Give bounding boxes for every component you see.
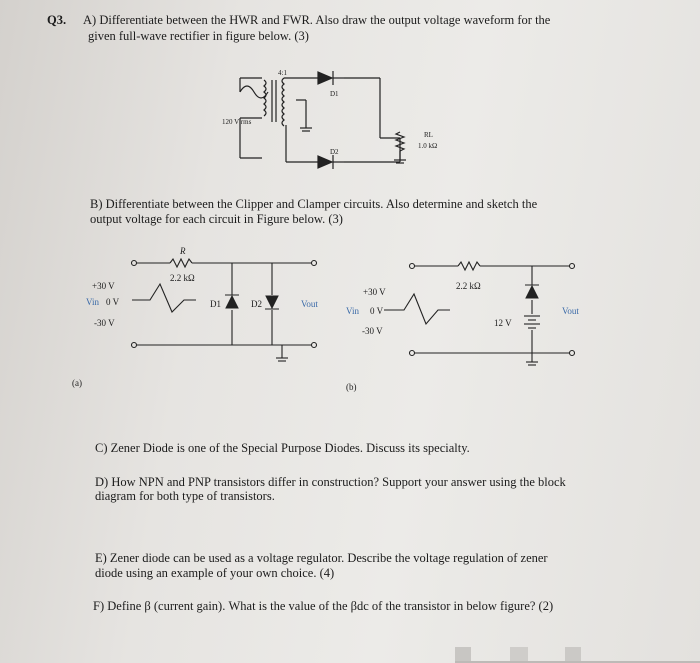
part-e-line2: diode using an example of your own choice. (4) bbox=[95, 566, 335, 580]
clipper-b-vin: Vin bbox=[346, 306, 359, 316]
part-b-line1: B) Differentiate between the Clipper and Clamper circuits. Also determine and sketch the bbox=[90, 197, 538, 211]
clipper-a-caption: (a) bbox=[72, 378, 82, 388]
clipper-a-vpos: +30 V bbox=[92, 281, 115, 291]
clipper-a-r-label: R bbox=[180, 246, 186, 256]
clipper-a-vneg: -30 V bbox=[94, 318, 115, 328]
part-d-line2: diagram for both type of transistors. bbox=[95, 489, 275, 503]
part-b-line2: output voltage for each circuit in Figure below. (3) bbox=[90, 212, 343, 226]
transformer-ratio: 4:1 bbox=[278, 69, 287, 77]
part-c: C) Zener Diode is one of the Special Purpose Diodes. Discuss its specialty. bbox=[95, 441, 470, 455]
question-number: Q3. bbox=[47, 13, 67, 27]
part-a-line1: A) Differentiate between the HWR and FWR. Also draw the output voltage waveform for the bbox=[83, 13, 551, 27]
source-voltage-label: 120 V rms bbox=[222, 118, 252, 126]
part-d-line1: D) How NPN and PNP transistors differ in construction? Support your answer using the block bbox=[95, 475, 566, 489]
part-f: F) Define β (current gain). What is the value of the βdc of the transistor in below figure? (2) bbox=[93, 599, 554, 613]
part-e-line1: E) Zener diode can be used as a voltage regulator. Describe the voltage regulation of zener bbox=[95, 551, 548, 565]
clipper-a-vout: Vout bbox=[301, 299, 318, 309]
clipper-a-d2: D2 bbox=[251, 299, 262, 309]
clipper-b-vpos: +30 V bbox=[363, 287, 386, 297]
d2-label: D2 bbox=[330, 148, 339, 156]
part-a-line2: given full-wave rectifier in figure below. (3) bbox=[88, 29, 309, 43]
clipper-a-r-value: 2.2 kΩ bbox=[170, 273, 195, 283]
clipper-a-vzero: 0 V bbox=[106, 297, 120, 307]
d1-label: D1 bbox=[330, 90, 339, 98]
clipper-b-vneg: -30 V bbox=[362, 326, 383, 336]
clipper-b-battery: 12 V bbox=[494, 318, 512, 328]
bottom-toolbar-fragment bbox=[455, 641, 700, 663]
clipper-b-r-value: 2.2 kΩ bbox=[456, 281, 481, 291]
rl-value-label: 1.0 kΩ bbox=[418, 142, 438, 150]
clipper-b-vout: Vout bbox=[562, 306, 579, 316]
clipper-b-vzero: 0 V bbox=[370, 306, 384, 316]
clipper-b-caption: (b) bbox=[346, 382, 357, 392]
clipper-a-d1: D1 bbox=[210, 299, 221, 309]
rl-label: RL bbox=[424, 131, 433, 139]
clipper-a-vin: Vin bbox=[86, 297, 99, 307]
